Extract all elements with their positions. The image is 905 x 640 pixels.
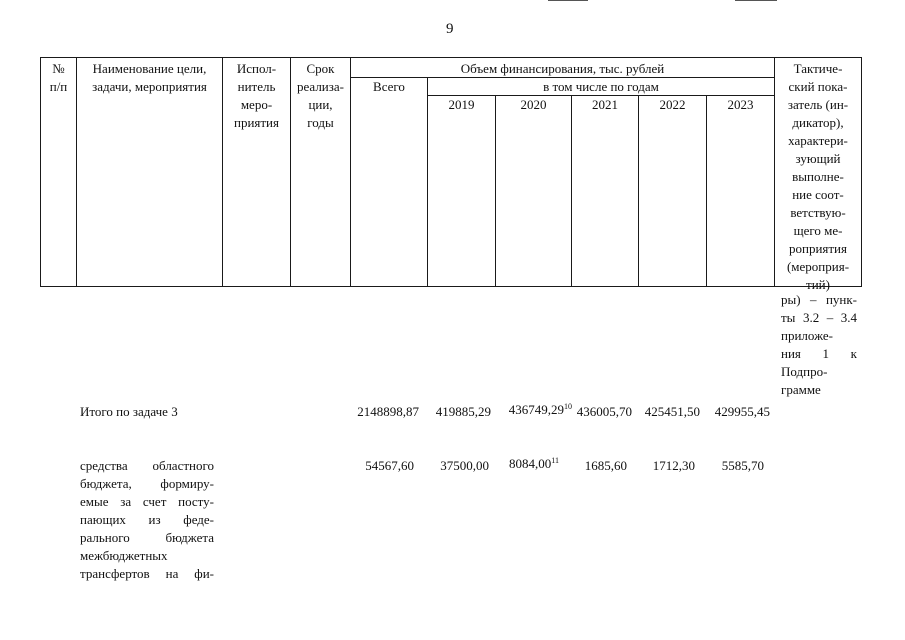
- header-year-2020: 2020: [520, 97, 547, 112]
- header-funding: Объем финансирования, тыс. рублей: [460, 61, 665, 76]
- row-value-2021: 436005,70: [576, 404, 632, 419]
- row-value-2019: 419885,29: [435, 404, 491, 419]
- row-total: 2148898,87: [357, 404, 419, 419]
- header-by-year: в том числе по годам: [543, 79, 659, 94]
- row-value-2020: 436749,29$^{10}$: [508, 402, 572, 417]
- row-name: средства областного бюджета, формиру- емые за счет посту- пающих из феде- рального бюджета межбюджетных трансфертов на фи-: [80, 458, 214, 581]
- scan-mark: [735, 0, 777, 1]
- scan-mark: [548, 0, 588, 1]
- header-year-2019: 2019: [448, 97, 475, 112]
- row-value-2020: 8084,00$^{11}$: [509, 456, 559, 471]
- row-value-2019: 37500,00: [440, 458, 489, 473]
- row-value-2021: 1685,60: [584, 458, 627, 473]
- header-year-2023: 2023: [727, 97, 754, 112]
- header-year-2021: 2021: [592, 97, 618, 112]
- row-value-2022: 425451,50: [644, 404, 700, 419]
- row-value-2022: 1712,30: [652, 458, 695, 473]
- row-total: 54567,60: [365, 458, 414, 473]
- row-value-2023: 5585,70: [721, 458, 764, 473]
- header-total: Всего: [373, 79, 405, 94]
- page-number: 9: [446, 21, 454, 37]
- header-indicator: Тактиче- ский пока- затель (ин- дикатор), характери- зующий выполне- ние соот- ветствую- щего ме- роприятия (мероприя- тий): [786, 61, 850, 292]
- footnote-marker: 11: [551, 456, 559, 465]
- header-year-2022: 2022: [659, 97, 686, 112]
- row-value-2023: 429955,45: [714, 404, 770, 419]
- header-executor: Испол- нитель меро- приятия: [233, 61, 279, 130]
- header-num: № п/п: [49, 61, 68, 94]
- footnote-marker: 10: [564, 402, 572, 411]
- row-name: Итого по задаче 3: [80, 404, 178, 419]
- indicator-continuation: ры) – пунк- ты 3.2 – 3.4 приложе- ния 1 к Подпро- грамме: [781, 292, 857, 397]
- header-period: Срок реализа- ции, годы: [297, 61, 344, 130]
- header-name: Наименование цели, задачи, мероприятия: [92, 61, 207, 94]
